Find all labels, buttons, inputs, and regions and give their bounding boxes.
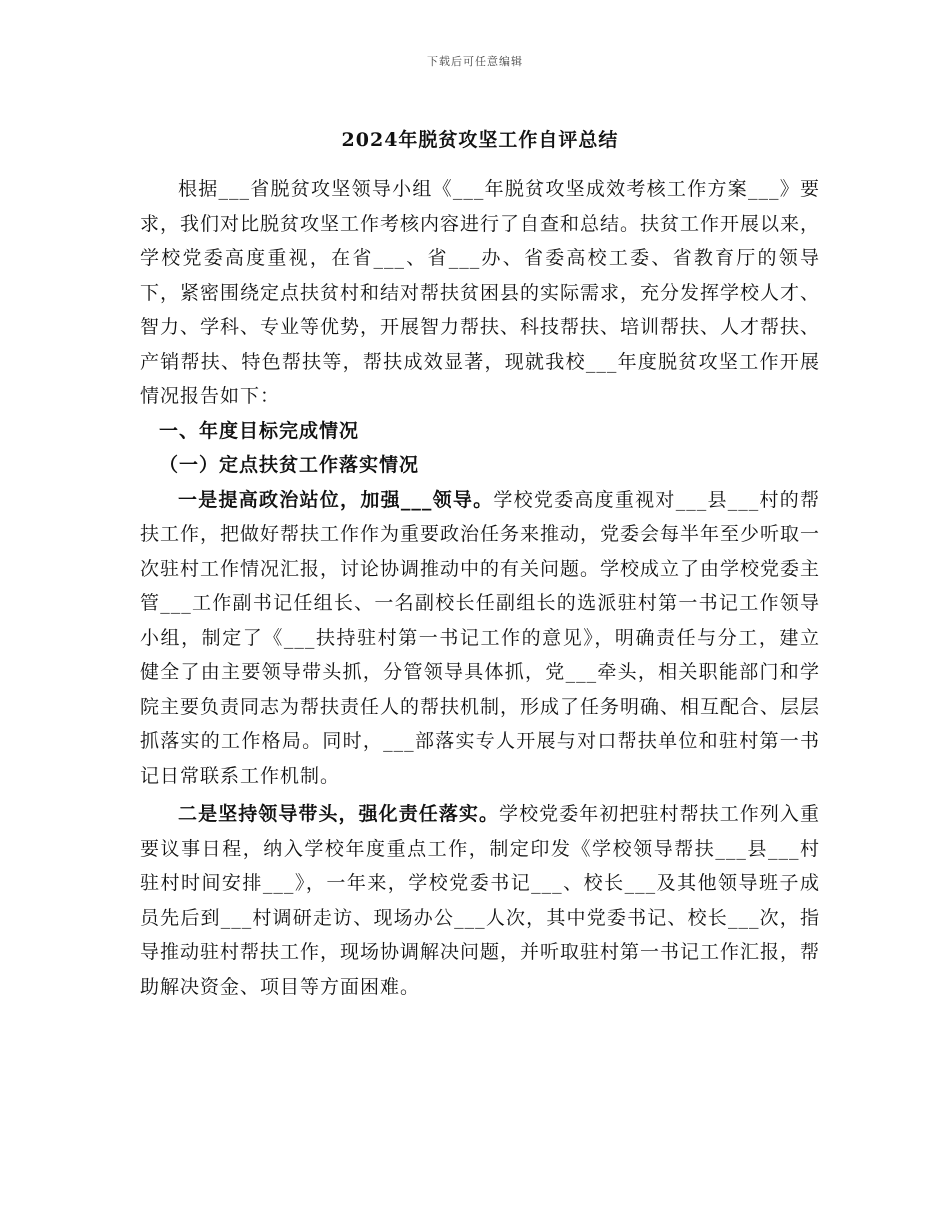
paragraph-1-text: 学校党委高度重视对___县___村的帮扶工作，把做好帮扶工作作为重要政治任务来推动，党委会每半年至少听取一次驻村工作情况汇报，讨论协调推动中的有关问题。学校成立了由学校党委主管___工作副书记任组长、一名副校长任副组长的选派驻村第一书记工作领导小组，制定了《___扶持驻村第一书记工作的意见》，明确责任与分工，建立健全了由主要领导带头抓，分管领导具体抓，党___牵头，相关职能部门和学院主要负责同志为帮扶责任人的帮扶机制，形成了任务明确、相互配合、层层抓落实的工作格局。同时，___部落实专人开展与对口帮扶单位和驻村第一书记日常联系工作机制。 [140,488,821,787]
paragraph-2-text: 学校党委年初把驻村帮扶工作列入重要议事日程，纳入学校年度重点工作，制定印发《学校领导帮扶___县___村驻村时间安排___》，一年来，学校党委书记___、校长___及其他领导班子成员先后到___村调研走访、现场办公___人次，其中党委书记、校长___次，指导推动驻村帮扶工作，现场协调解决问题，并听取驻村第一书记工作汇报，帮助解决资金、项目等方面困难。 [140,803,821,998]
subsection-heading: （一）定点扶贫工作落实情况 [159,454,420,476]
document-title: 2024年脱贫攻坚工作自评总结 [341,129,619,151]
paragraph-2 [140,797,820,1004]
document-body [140,172,820,1004]
paragraph-1 [140,483,820,794]
intro-paragraph: 根据___省脱贫攻坚领导小组《___年脱贫攻坚成效考核工作方案___》要求，我们对比脱贫攻坚工作考核内容进行了自查和总结。扶贫工作开展以来，学校党委高度重视，在省___、省___办、省委高校工委、省教育厅的领导下，紧密围绕定点扶贫村和结对帮扶贫困县的实际需求，充分发挥学校人才、智力、学科、专业等优势，开展智力帮扶、科技帮扶、培训帮扶、人才帮扶、产销帮扶、特色帮扶等，帮扶成效显著，现就我校___年度脱贫攻坚工作开展情况报告如下： [140,178,821,407]
paragraph-2-lead: 二是坚持领导带头，强化责任落实。 [178,803,500,825]
header-note: 下载后可任意编辑 [427,55,523,68]
section-heading: 一、年度目标完成情况 [159,419,360,442]
paragraph-1-lead: 一是提高政治站位，加强___领导。 [178,488,494,511]
